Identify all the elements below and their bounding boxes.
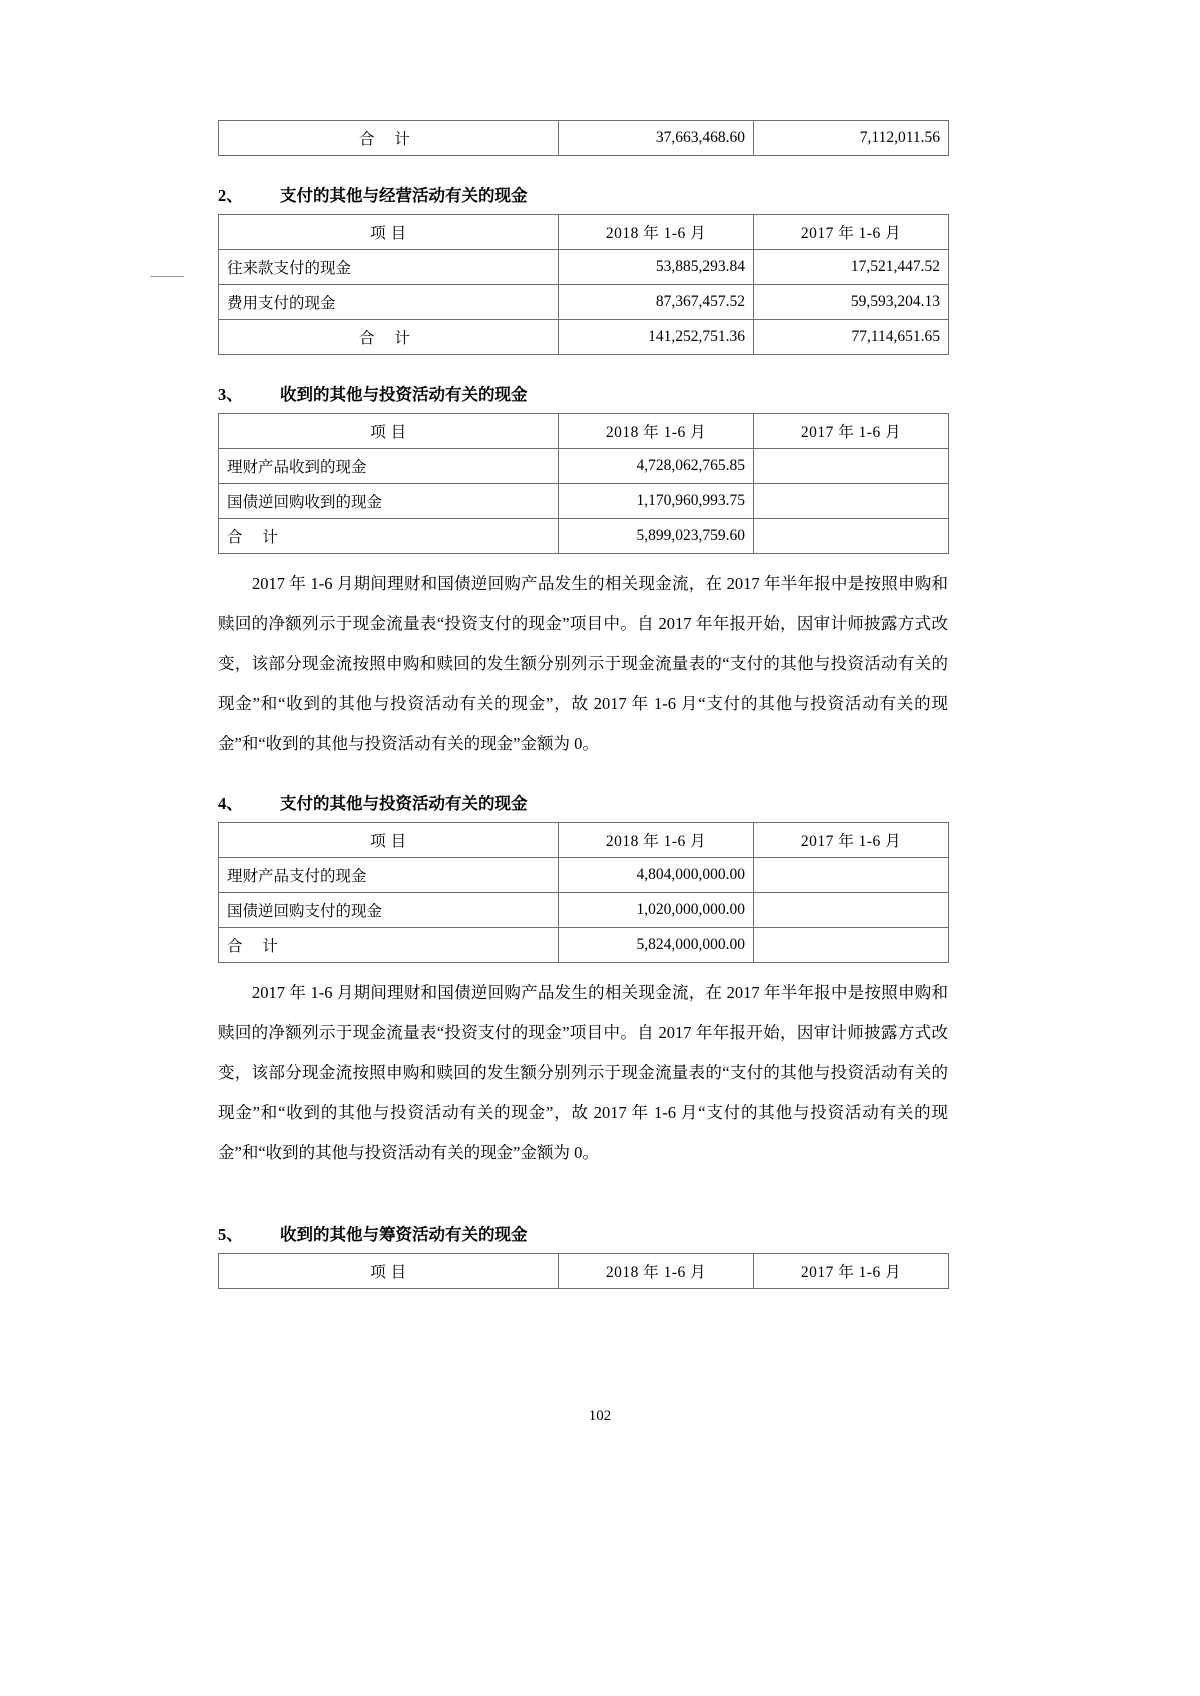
table-header-row bbox=[219, 823, 949, 858]
table-total-row bbox=[219, 519, 949, 554]
total-label: 合 计 bbox=[219, 121, 559, 156]
row-2017 bbox=[754, 893, 949, 928]
note-paragraph-4: 2017 年 1-6 月期间理财和国债逆回购产品发生的相关现金流，在 2017 年半年报中是按照申购和赎回的净额列示于现金流量表“投资支付的现金”项目中。自 2017 年年报开始，因审计师披露方式改变，该部分现金流按照申购和赎回的发生额分别列示于现金流量表的“支付的其他与投资活动有关的现金”和“收到的其他与投资活动有关的现金”，故 2017 年 1-6 月“支付的其他与投资活动有关的现金”和“收到的其他与投资活动有关的现金”金额为 0。 bbox=[218, 983, 948, 1162]
row-2017: 17,521,447.52 bbox=[754, 250, 949, 285]
table-total-row bbox=[219, 928, 949, 963]
section-title: 收到的其他与筹资活动有关的现金 bbox=[280, 1225, 528, 1244]
table-header-row bbox=[219, 414, 949, 449]
total-2017 bbox=[754, 928, 949, 963]
table-row bbox=[219, 121, 949, 156]
section-number: 5、 bbox=[218, 1225, 243, 1244]
table-row bbox=[219, 285, 949, 320]
section-number: 2、 bbox=[218, 186, 243, 205]
row-2017: 59,593,204.13 bbox=[754, 285, 949, 320]
header-2018: 2018 年 1-6 月 bbox=[559, 414, 754, 449]
header-2018: 2018 年 1-6 月 bbox=[559, 823, 754, 858]
page-number: 102 bbox=[588, 1408, 612, 1424]
total-2017: 7,112,011.56 bbox=[754, 121, 949, 156]
row-label: 理财产品收到的现金 bbox=[219, 449, 559, 484]
row-2017 bbox=[754, 449, 949, 484]
table-header-row bbox=[219, 1254, 949, 1289]
row-label: 国债逆回购支付的现金 bbox=[219, 893, 559, 928]
row-2018: 87,367,457.52 bbox=[559, 285, 754, 320]
header-2017: 2017 年 1-6 月 bbox=[754, 823, 949, 858]
header-2017: 2017 年 1-6 月 bbox=[754, 1254, 949, 1289]
section-title: 支付的其他与经营活动有关的现金 bbox=[280, 186, 528, 205]
header-2017: 2017 年 1-6 月 bbox=[754, 414, 949, 449]
table-other-cash-received-investing bbox=[218, 413, 949, 554]
total-2017: 77,114,651.65 bbox=[754, 320, 949, 355]
row-label: 国债逆回购收到的现金 bbox=[219, 484, 559, 519]
row-2017 bbox=[754, 484, 949, 519]
section-title: 支付的其他与投资活动有关的现金 bbox=[280, 794, 528, 813]
total-2018: 5,824,000,000.00 bbox=[559, 928, 754, 963]
section-heading-3 bbox=[218, 381, 948, 405]
total-2018: 141,252,751.36 bbox=[559, 320, 754, 355]
total-2018: 37,663,468.60 bbox=[559, 121, 754, 156]
table-other-cash-paid-investing bbox=[218, 822, 949, 963]
row-2017 bbox=[754, 858, 949, 893]
section-number: 3、 bbox=[218, 385, 243, 404]
total-2017 bbox=[754, 519, 949, 554]
table-row bbox=[219, 449, 949, 484]
note-paragraph-3: 2017 年 1-6 月期间理财和国债逆回购产品发生的相关现金流，在 2017 年半年报中是按照申购和赎回的净额列示于现金流量表“投资支付的现金”项目中。自 2017 年年报开始，因审计师披露方式改变，该部分现金流按照申购和赎回的发生额分别列示于现金流量表的“支付的其他与投资活动有关的现金”和“收到的其他与投资活动有关的现金”，故 2017 年 1-6 月“支付的其他与投资活动有关的现金”和“收到的其他与投资活动有关的现金”金额为 0。 bbox=[218, 574, 948, 753]
total-2018: 5,899,023,759.60 bbox=[559, 519, 754, 554]
header-2018: 2018 年 1-6 月 bbox=[559, 1254, 754, 1289]
table-row bbox=[219, 250, 949, 285]
header-item: 项 目 bbox=[219, 215, 559, 250]
table-other-cash-paid-operating bbox=[218, 214, 949, 355]
row-label: 往来款支付的现金 bbox=[219, 250, 559, 285]
table-row bbox=[219, 858, 949, 893]
margin-dash-mark bbox=[150, 276, 184, 277]
table-row bbox=[219, 893, 949, 928]
row-2018: 4,804,000,000.00 bbox=[559, 858, 754, 893]
total-label: 合 计 bbox=[219, 928, 559, 963]
header-2017: 2017 年 1-6 月 bbox=[754, 215, 949, 250]
header-item: 项 目 bbox=[219, 1254, 559, 1289]
row-label: 理财产品支付的现金 bbox=[219, 858, 559, 893]
header-2018: 2018 年 1-6 月 bbox=[559, 215, 754, 250]
row-2018: 4,728,062,765.85 bbox=[559, 449, 754, 484]
page-content bbox=[218, 120, 948, 1289]
header-item: 项 目 bbox=[219, 823, 559, 858]
row-2018: 1,170,960,993.75 bbox=[559, 484, 754, 519]
row-2018: 53,885,293.84 bbox=[559, 250, 754, 285]
section-number: 4、 bbox=[218, 794, 243, 813]
table-row bbox=[219, 484, 949, 519]
spacer bbox=[218, 1173, 948, 1195]
total-label: 合 计 bbox=[219, 320, 559, 355]
section-heading-2 bbox=[218, 182, 948, 206]
total-label: 合 计 bbox=[219, 519, 559, 554]
table-other-cash-received-financing bbox=[218, 1253, 949, 1289]
section-heading-5 bbox=[218, 1221, 948, 1245]
header-item: 项 目 bbox=[219, 414, 559, 449]
section-heading-4 bbox=[218, 790, 948, 814]
row-label: 费用支付的现金 bbox=[219, 285, 559, 320]
table-header-row bbox=[219, 215, 949, 250]
section-title: 收到的其他与投资活动有关的现金 bbox=[280, 385, 528, 404]
row-2018: 1,020,000,000.00 bbox=[559, 893, 754, 928]
table-total-row bbox=[219, 320, 949, 355]
continuation-total-table bbox=[218, 120, 949, 156]
